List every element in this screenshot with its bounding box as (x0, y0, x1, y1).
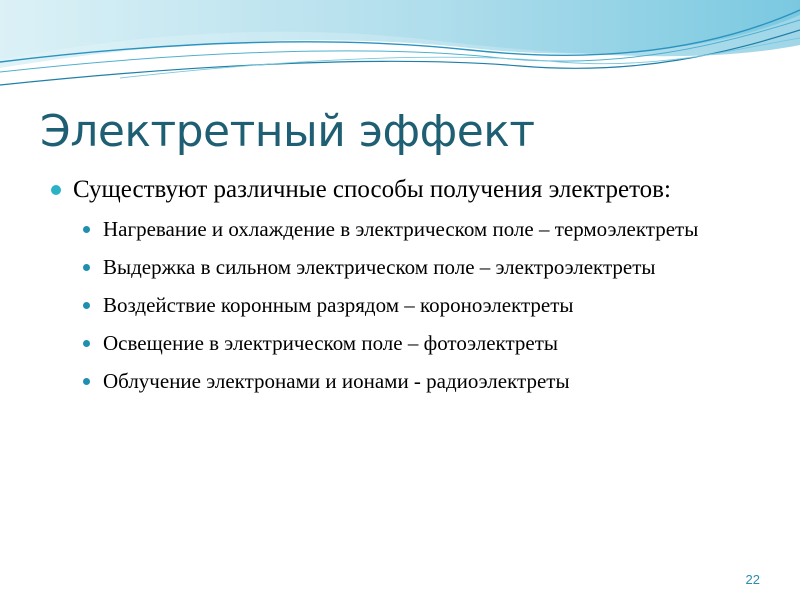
sub-bullet-dot-icon (83, 340, 90, 347)
bullet-dot-icon (51, 185, 61, 195)
sub-bullet-item (79, 368, 750, 394)
sub-bullet-item (79, 292, 750, 318)
sub-bullet-dot-icon (83, 226, 90, 233)
page-number: 22 (745, 572, 760, 587)
sub-bullet-dot-icon (83, 378, 90, 385)
sub-bullet-dot-icon (83, 302, 90, 309)
sub-bullet-item (79, 216, 750, 242)
sub-bullet-list (50, 216, 750, 394)
sub-bullet-text: Облучение электронами и ионами - радиоэлектреты (103, 369, 570, 393)
sub-bullet-text: Выдержка в сильном электрическом поле – электроэлектреты (103, 255, 656, 279)
sub-bullet-item (79, 254, 750, 280)
wave-decoration (0, 0, 800, 100)
sub-bullet-text: Освещение в электрическом поле – фотоэлектреты (103, 331, 558, 355)
slide-content (50, 174, 750, 406)
sub-bullet-text: Нагревание и охлаждение в электрическом поле – термоэлектреты (103, 217, 699, 241)
slide-title: Электретный эффект (40, 106, 535, 157)
sub-bullet-text: Воздействие коронным разрядом – короноэлектреты (103, 293, 574, 317)
sub-bullet-dot-icon (83, 264, 90, 271)
bullet-main (50, 174, 750, 205)
bullet-main-text: Существуют различные способы получения электретов: (73, 176, 671, 203)
sub-bullet-item (79, 330, 750, 356)
